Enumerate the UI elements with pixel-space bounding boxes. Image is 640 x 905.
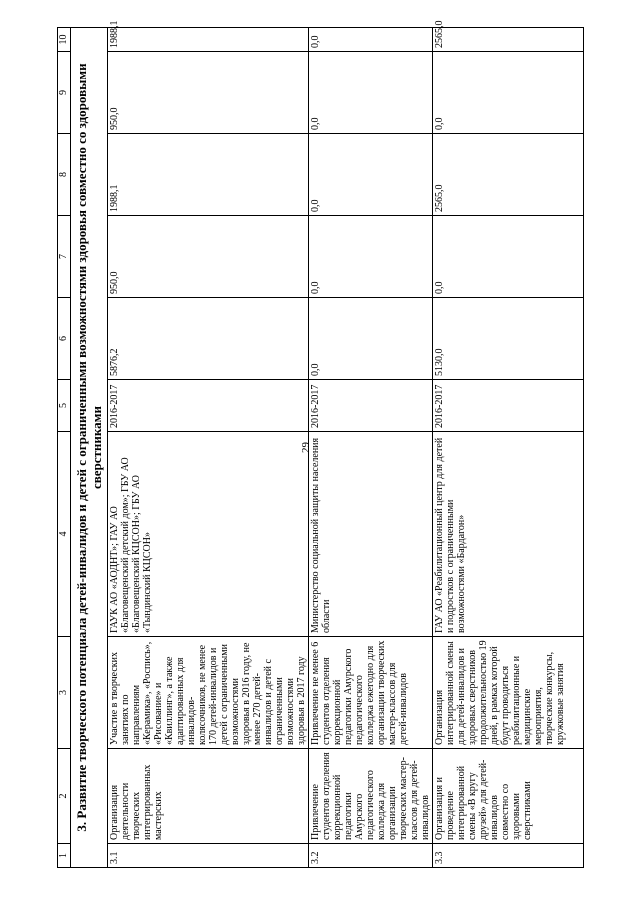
column-number: 1 [58, 844, 71, 868]
event-name: Организация деятельности творческих интегрированных мастерских [108, 749, 309, 844]
amount-col9: 0,0 [433, 52, 584, 134]
amount-col9: 950,0 [108, 52, 309, 134]
event-executor: ГАУ АО «Реабилитационный центр для детей и подростков с ограниченными возможностями «Бардагон» [433, 432, 584, 637]
column-number: 9 [58, 52, 71, 134]
row-number: 3.1 [108, 844, 309, 868]
row-number: 3.2 [309, 844, 433, 868]
program-table [57, 20, 584, 868]
table-row [108, 28, 309, 868]
column-number-row [58, 28, 71, 868]
amount-col7: 950,0 [108, 216, 309, 298]
amount-col10: 2565,0 [433, 28, 584, 52]
event-description: Участие в творческих занятиях по направлениям «Керамика», «Роспись», «Рисование» и «Квиллинг», а также адаптированных для инвалидов-колясочников, не менее 170 детей-инвалидов и детей с ограниченными возможностями здоровья в 2016 году, не менее 270 детей-инвалидов и детей с ограниченными возможностями здоровья в 2017 году [108, 637, 309, 749]
column-number: 5 [58, 380, 71, 432]
event-executor: ГАУК АО «АОДНТ»; ГАУ АО «Благовещенский детский дом»; ГБУ АО «Благовещенский КЦСОН»; ГБУ АО «Тындинский КЦСОН» [108, 432, 309, 637]
amount-col7: 0,0 [433, 216, 584, 298]
event-description: Привлечение не менее 6 студентов отделения коррекционной педагогики Амурского педагогического колледжа ежегодно для организации творческих мастер-классов для детей-инвалидов [309, 637, 433, 749]
amount-col6: 0,0 [309, 298, 433, 380]
column-number: 2 [58, 749, 71, 844]
section-title: 3. Развитие творческого потенциала детей-инвалидов и детей с ограниченными возможностями здоровья совместно со здоровыми сверстниками [71, 28, 108, 868]
event-period: 2016-2017 [309, 380, 433, 432]
amount-col10: 1988,1 [108, 28, 309, 52]
amount-col7: 0,0 [309, 216, 433, 298]
amount-col6: 5130,0 [433, 298, 584, 380]
event-name: Привлечение студентов отделения коррекционной педагогики Амурского педагогического колледжа для организации творческих мастер-классов для детей-инвалидов [309, 749, 433, 844]
table-row [433, 28, 584, 868]
page-number: 29 [300, 442, 312, 453]
column-number: 8 [58, 134, 71, 216]
section-header-row [71, 28, 108, 868]
event-period: 2016-2017 [433, 380, 584, 432]
column-number: 7 [58, 216, 71, 298]
row-number: 3.3 [433, 844, 584, 868]
event-period: 2016-2017 [108, 380, 309, 432]
column-number: 6 [58, 298, 71, 380]
event-description: Организация интегрированной смены для детей-инвалидов и здоровых сверстников продолжительностью 19 дней, в рамках которой будут проводиться реабилитационные и медицинские мероприятия, творческие конкурсы, кружковые занятия [433, 637, 584, 749]
event-executor: Министерство социальной защиты населения области [309, 432, 433, 637]
column-number: 10 [58, 28, 71, 52]
amount-col8: 0,0 [309, 134, 433, 216]
table-row [309, 28, 433, 868]
program-table-sheet [57, 20, 577, 868]
amount-col10: 0,0 [309, 28, 433, 52]
amount-col8: 2565,0 [433, 134, 584, 216]
amount-col8: 1988,1 [108, 134, 309, 216]
column-number: 3 [58, 637, 71, 749]
column-number: 4 [58, 432, 71, 637]
amount-col6: 5876,2 [108, 298, 309, 380]
event-name: Организация и проведение интегрированной смены «В кругу друзей» для детей-инвалидов совместно со здоровыми сверстниками [433, 749, 584, 844]
amount-col9: 0,0 [309, 52, 433, 134]
